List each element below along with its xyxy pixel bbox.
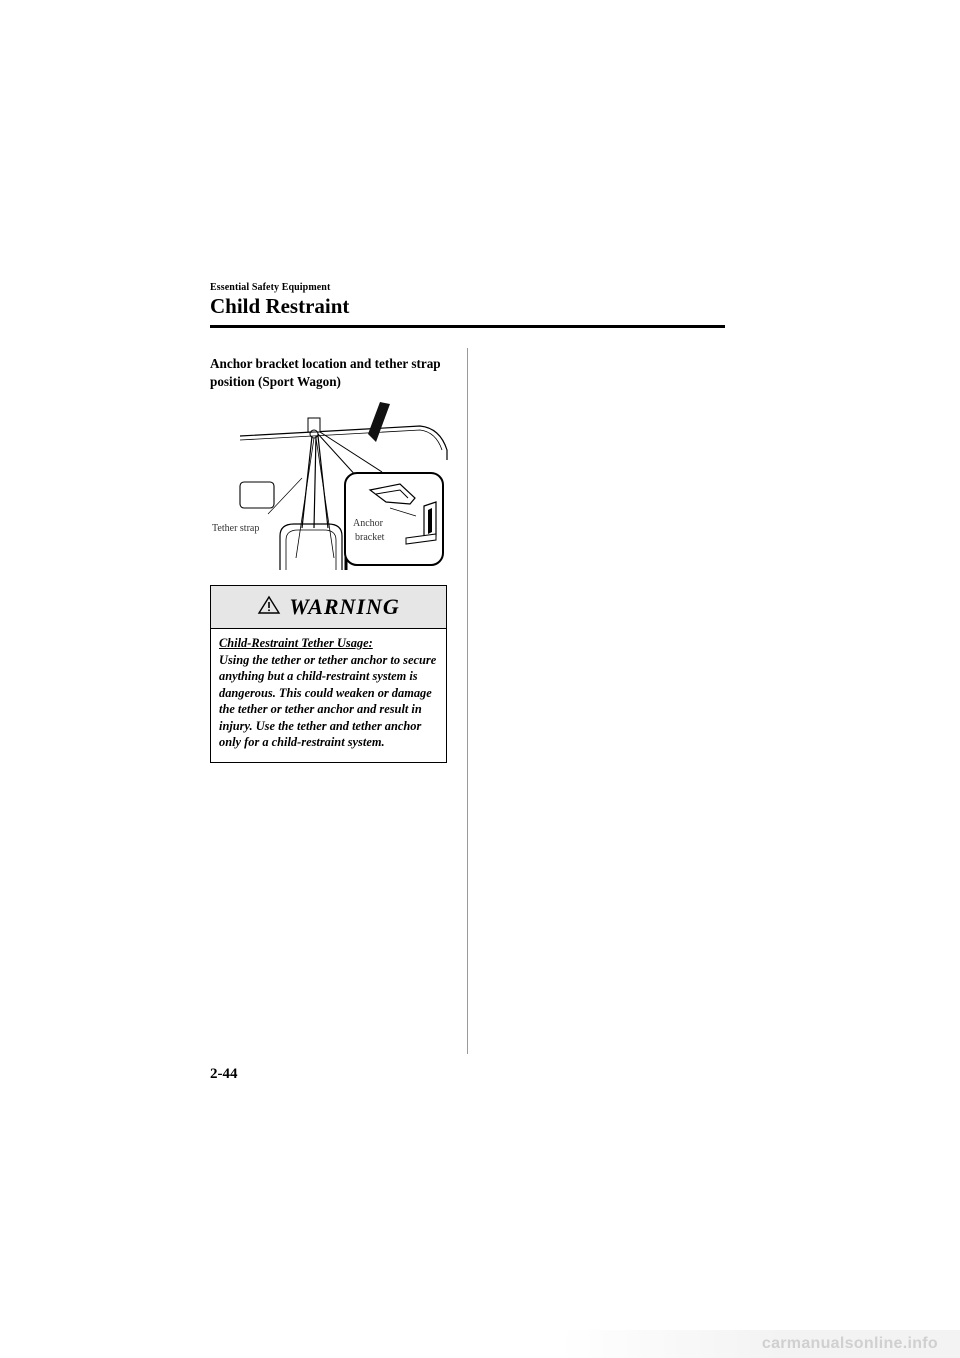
warning-text: Using the tether or tether anchor to secure anything but a child-restraint system is dangerous. This could weaken or damage the tether or tether anchor and result in injury. Use the tether and tether anchor only for a child-restraint system. [219,652,437,749]
page-number: 2-44 [210,1066,238,1082]
page-title: Child Restraint [210,294,350,318]
watermark-link[interactable]: carmanualsonline.info [761,1335,938,1352]
warning-body [211,629,446,751]
header-rule [210,325,725,328]
column-divider [467,348,468,1054]
anchor-label-line1: Anchor [353,518,383,529]
section-label: Essential Safety Equipment [210,282,331,293]
footer-banner [560,1330,960,1358]
subheading: Anchor bracket location and tether strap position (Sport Wagon) [210,356,441,389]
anchor-label-line2: bracket [355,532,385,543]
tether-strap-label: Tether strap [212,523,260,534]
warning-title: WARNING [289,594,400,619]
warning-triangle-icon [257,595,281,620]
warning-box [210,585,447,763]
warning-subtitle: Child-Restraint Tether Usage: [219,636,373,650]
warning-header [211,586,446,629]
anchor-bracket-illustration [210,398,455,570]
